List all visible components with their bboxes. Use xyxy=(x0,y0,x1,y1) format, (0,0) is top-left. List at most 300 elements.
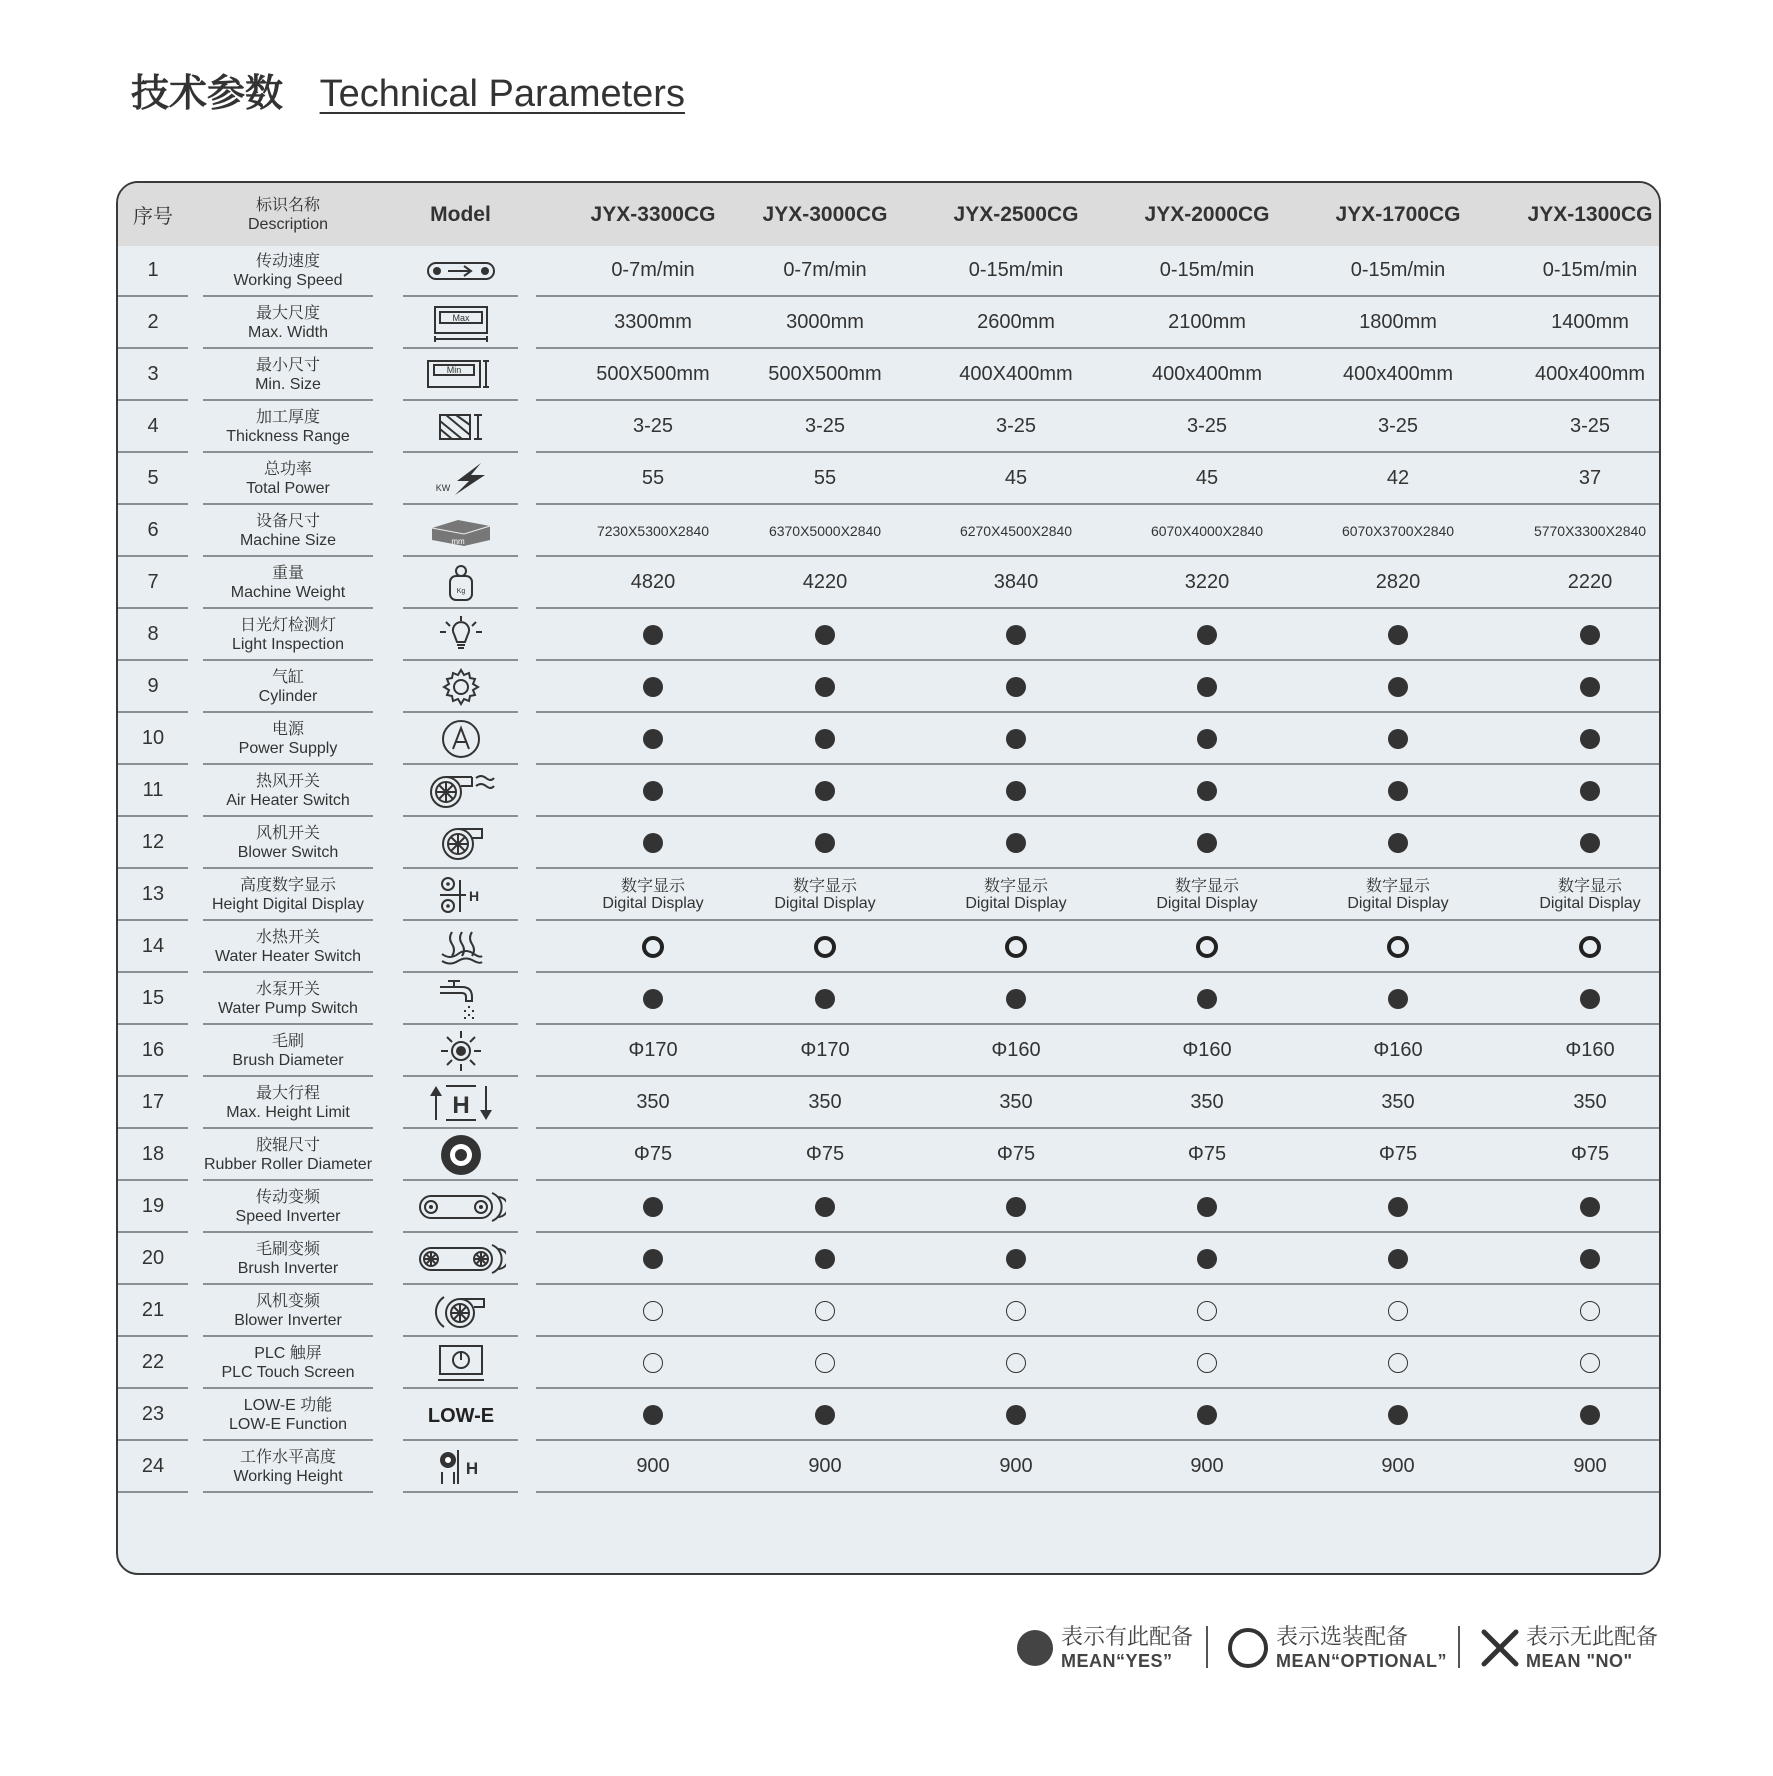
cell-value: 3-25 xyxy=(804,415,846,437)
row-divider xyxy=(118,1127,188,1129)
cell-value: 400x400mm xyxy=(1534,363,1646,385)
yes-mark xyxy=(1117,610,1297,659)
row-divider xyxy=(536,347,1661,349)
row-description xyxy=(188,1130,388,1179)
row-divider xyxy=(118,451,188,453)
row-divider xyxy=(536,867,1661,869)
optional-mark xyxy=(926,1338,1106,1387)
optional-mark xyxy=(1117,1286,1297,1335)
row-number: 7 xyxy=(147,571,159,593)
row-divider xyxy=(203,815,373,817)
cell-value: 42 xyxy=(1386,467,1410,489)
header-model-6: JYX-1300CG xyxy=(1527,202,1653,226)
yes-mark xyxy=(735,714,915,763)
yes-mark xyxy=(1500,974,1661,1023)
optional-mark xyxy=(926,1286,1106,1335)
svg-text:mm: mm xyxy=(450,536,465,546)
cell-value: Φ75 xyxy=(1187,1143,1227,1165)
cell-value: Φ160 xyxy=(1565,1039,1615,1061)
cell-value: 3-25 xyxy=(1377,415,1419,437)
cell-value: 7230X5300X2840 xyxy=(596,522,710,539)
legend-divider xyxy=(1206,1626,1208,1668)
row-desc-zh: 高度数字显示 xyxy=(239,876,336,894)
row-divider xyxy=(203,295,373,297)
row-desc-en: Water Pump Switch xyxy=(218,999,358,1017)
row-description xyxy=(188,1234,388,1283)
table-row xyxy=(118,558,1659,610)
row-desc-zh: 风机开关 xyxy=(255,824,320,842)
row-description xyxy=(188,350,388,399)
yes-mark xyxy=(926,1182,1106,1231)
optional-mark xyxy=(1308,1286,1488,1335)
row-description xyxy=(188,506,388,555)
cross-icon xyxy=(1480,1628,1520,1668)
yes-mark xyxy=(1308,662,1488,711)
blower-inverter-icon xyxy=(393,1286,528,1335)
cell-value: 900 xyxy=(1190,1455,1224,1477)
row-divider xyxy=(536,1283,1661,1285)
row-divider xyxy=(403,295,518,297)
row-divider xyxy=(536,815,1661,817)
row-desc-zh: 气缸 xyxy=(271,668,304,686)
blower-icon xyxy=(393,818,528,867)
row-divider xyxy=(203,919,373,921)
cell-value-zh: 数字显示 xyxy=(620,877,685,895)
cell-value: 350 xyxy=(1381,1091,1415,1113)
row-desc-zh: 传动变频 xyxy=(255,1188,320,1206)
row-divider xyxy=(536,555,1661,557)
row-divider xyxy=(118,867,188,869)
optional-mark xyxy=(1308,922,1488,971)
row-divider xyxy=(403,867,518,869)
row-divider xyxy=(118,1439,188,1441)
yes-mark xyxy=(1500,1390,1661,1439)
row-description xyxy=(188,1026,388,1075)
row-divider xyxy=(118,1075,188,1077)
table-row xyxy=(118,1182,1659,1234)
machine-box-icon xyxy=(393,506,528,555)
height-display-icon xyxy=(393,870,528,919)
cell-value: 900 xyxy=(636,1455,670,1477)
gear-icon xyxy=(393,662,528,711)
yes-mark xyxy=(926,766,1106,815)
row-divider xyxy=(403,1179,518,1181)
cell-value: 350 xyxy=(808,1091,842,1113)
row-desc-en: LOW-E Function xyxy=(229,1415,347,1433)
yes-mark xyxy=(735,662,915,711)
yes-mark xyxy=(1117,974,1297,1023)
row-desc-zh: 传动速度 xyxy=(255,252,320,270)
row-number: 14 xyxy=(141,935,165,957)
yes-mark xyxy=(1308,766,1488,815)
row-divider xyxy=(118,971,188,973)
yes-mark xyxy=(926,610,1106,659)
row-divider xyxy=(118,503,188,505)
cell-value: 350 xyxy=(999,1091,1033,1113)
row-divider xyxy=(118,1491,188,1493)
yes-mark xyxy=(1500,766,1661,815)
row-divider xyxy=(536,1127,1661,1129)
row-desc-en: PLC Touch Screen xyxy=(221,1363,355,1381)
row-divider xyxy=(403,1127,518,1129)
table-row xyxy=(118,610,1659,662)
row-description xyxy=(188,1286,388,1335)
cell-value: 350 xyxy=(1573,1091,1607,1113)
cell-value: 3300mm xyxy=(614,311,692,333)
row-divider xyxy=(403,1023,518,1025)
row-desc-en: Speed Inverter xyxy=(235,1207,341,1225)
cell-value: 3-25 xyxy=(995,415,1037,437)
row-description xyxy=(188,402,388,451)
row-number: 5 xyxy=(147,467,159,489)
yes-mark xyxy=(1500,1182,1661,1231)
yes-mark xyxy=(1117,1390,1297,1439)
conveyor-arrow-icon xyxy=(393,246,528,295)
low-e-icon xyxy=(393,1390,528,1439)
yes-mark xyxy=(926,714,1106,763)
row-desc-en: Min. Size xyxy=(255,375,321,393)
row-divider xyxy=(118,1335,188,1337)
row-divider xyxy=(403,763,518,765)
row-desc-en: Brush Diameter xyxy=(232,1051,344,1069)
cell-value: 350 xyxy=(1190,1091,1224,1113)
row-divider xyxy=(203,659,373,661)
row-desc-zh: 胶辊尺寸 xyxy=(255,1136,320,1154)
light-bulb-icon xyxy=(393,610,528,659)
yes-mark xyxy=(563,662,743,711)
row-divider xyxy=(403,1335,518,1337)
cell-value: 2820 xyxy=(1375,571,1421,593)
row-description xyxy=(188,1182,388,1231)
yes-mark xyxy=(1308,610,1488,659)
row-desc-en: Machine Weight xyxy=(230,583,346,601)
yes-mark xyxy=(1308,1234,1488,1283)
row-divider xyxy=(403,1231,518,1233)
legend-optional-en: MEAN“OPTIONAL” xyxy=(1276,1651,1447,1671)
row-divider xyxy=(203,1491,373,1493)
row-divider xyxy=(118,1283,188,1285)
row-desc-en: Working Height xyxy=(233,1467,343,1485)
legend-no xyxy=(1480,1620,1658,1676)
row-divider xyxy=(203,399,373,401)
row-divider xyxy=(403,815,518,817)
row-divider xyxy=(118,555,188,557)
row-divider xyxy=(403,971,518,973)
row-number: 11 xyxy=(142,779,164,801)
cell-value: 6070X4000X2840 xyxy=(1150,522,1264,539)
row-divider xyxy=(403,1491,518,1493)
row-divider xyxy=(203,867,373,869)
row-description xyxy=(188,1442,388,1491)
cell-value: Φ160 xyxy=(1373,1039,1423,1061)
cell-value: 500X500mm xyxy=(768,363,882,385)
row-number: 8 xyxy=(147,623,159,645)
cell-value: 5770X3300X2840 xyxy=(1533,522,1647,539)
row-divider xyxy=(536,1075,1661,1077)
cell-value: 45 xyxy=(1004,467,1028,489)
row-divider xyxy=(536,659,1661,661)
yes-mark xyxy=(735,1234,915,1283)
height-limit-icon xyxy=(393,1078,528,1127)
cell-value: 3840 xyxy=(993,571,1039,593)
cell-value: 6270X4500X2840 xyxy=(959,522,1073,539)
yes-mark xyxy=(563,1182,743,1231)
row-divider xyxy=(536,1491,1661,1493)
yes-mark xyxy=(563,714,743,763)
cell-value: 400X400mm xyxy=(959,363,1073,385)
row-divider xyxy=(403,347,518,349)
row-desc-zh: 热风开关 xyxy=(255,772,320,790)
cell-value xyxy=(1308,870,1488,919)
table-row xyxy=(118,1442,1659,1494)
cell-value: 45 xyxy=(1195,467,1219,489)
optional-mark xyxy=(735,922,915,971)
cell-value: 0-15m/min xyxy=(1159,259,1255,281)
header-model-3: JYX-2500CG xyxy=(953,202,1079,226)
optional-mark xyxy=(735,1286,915,1335)
cell-value: 900 xyxy=(1573,1455,1607,1477)
row-number: 13 xyxy=(141,883,165,905)
row-divider xyxy=(403,659,518,661)
row-desc-en: Total Power xyxy=(246,479,330,497)
row-desc-zh: 最小尺寸 xyxy=(255,356,320,374)
yes-mark xyxy=(735,818,915,867)
row-divider xyxy=(203,607,373,609)
cell-value: 0-15m/min xyxy=(968,259,1064,281)
cell-value: 900 xyxy=(1381,1455,1415,1477)
cell-value: 4220 xyxy=(802,571,848,593)
row-divider xyxy=(403,711,518,713)
legend-divider xyxy=(1458,1626,1460,1668)
cell-value: 3-25 xyxy=(1569,415,1611,437)
header-no: 序号 xyxy=(133,206,173,228)
cell-value-en: Digital Display xyxy=(1539,894,1641,912)
page-title-en: Technical Parameters xyxy=(319,73,685,115)
row-number: 6 xyxy=(147,519,159,541)
row-divider xyxy=(203,1127,373,1129)
table-row xyxy=(118,454,1659,506)
yes-mark xyxy=(926,662,1106,711)
row-desc-zh: PLC 触屏 xyxy=(254,1344,322,1362)
svg-text:Max: Max xyxy=(451,312,470,323)
row-number: 15 xyxy=(141,987,165,1009)
row-divider xyxy=(536,1023,1661,1025)
row-divider xyxy=(403,607,518,609)
row-desc-zh: 重量 xyxy=(271,564,304,582)
cell-value: 0-7m/min xyxy=(611,259,695,281)
cell-value: 6370X5000X2840 xyxy=(768,522,882,539)
table-row xyxy=(118,402,1659,454)
row-divider xyxy=(536,1179,1661,1181)
yes-mark xyxy=(735,974,915,1023)
cell-value: 400x400mm xyxy=(1151,363,1263,385)
row-divider xyxy=(403,399,518,401)
yes-mark xyxy=(563,818,743,867)
header-description xyxy=(188,183,388,246)
yes-mark xyxy=(1308,1390,1488,1439)
row-divider xyxy=(536,1335,1661,1337)
cell-value: 500X500mm xyxy=(596,363,710,385)
row-description xyxy=(188,662,388,711)
row-divider xyxy=(203,1335,373,1337)
yes-mark xyxy=(926,974,1106,1023)
cell-value-zh: 数字显示 xyxy=(792,877,857,895)
cell-value-en: Digital Display xyxy=(1156,894,1258,912)
yes-mark xyxy=(1308,818,1488,867)
brush-icon xyxy=(393,1026,528,1075)
cell-value: 2220 xyxy=(1567,571,1613,593)
row-divider xyxy=(536,1387,1661,1389)
row-number: 12 xyxy=(141,831,165,853)
row-number: 16 xyxy=(141,1039,165,1061)
row-number: 23 xyxy=(141,1403,165,1425)
row-description xyxy=(188,1078,388,1127)
row-desc-zh: 电源 xyxy=(271,720,304,738)
cell-value: 2100mm xyxy=(1168,311,1246,333)
svg-text:Kg: Kg xyxy=(456,587,465,595)
optional-mark xyxy=(1500,1338,1661,1387)
row-divider xyxy=(403,1387,518,1389)
water-tap-icon xyxy=(393,974,528,1023)
row-desc-en: Working Speed xyxy=(233,271,343,289)
row-description xyxy=(188,298,388,347)
row-divider xyxy=(536,1439,1661,1441)
yes-mark xyxy=(1500,714,1661,763)
table-row xyxy=(118,662,1659,714)
page-title-zh: 技术参数 xyxy=(131,73,284,115)
table-row xyxy=(118,1234,1659,1286)
row-desc-en: Brush Inverter xyxy=(237,1259,339,1277)
cell-value: 3-25 xyxy=(632,415,674,437)
row-divider xyxy=(536,711,1661,713)
row-divider xyxy=(203,1179,373,1181)
row-divider xyxy=(118,815,188,817)
row-description xyxy=(188,246,388,295)
thickness-icon xyxy=(393,402,528,451)
optional-mark xyxy=(563,1286,743,1335)
cell-value-zh: 数字显示 xyxy=(983,877,1048,895)
cell-value xyxy=(926,870,1106,919)
row-divider xyxy=(203,1387,373,1389)
row-desc-zh: 水热开关 xyxy=(255,928,320,946)
yes-mark xyxy=(735,766,915,815)
row-divider xyxy=(118,347,188,349)
yes-mark xyxy=(735,1390,915,1439)
working-height-icon xyxy=(393,1442,528,1491)
row-number: 18 xyxy=(141,1143,165,1165)
row-divider xyxy=(203,1439,373,1441)
row-divider xyxy=(403,919,518,921)
svg-text:Min: Min xyxy=(446,364,461,375)
table-row xyxy=(118,1026,1659,1078)
yes-mark xyxy=(1117,818,1297,867)
row-divider xyxy=(536,1231,1661,1233)
brush-inverter-icon xyxy=(393,1234,528,1283)
cell-value: Φ160 xyxy=(991,1039,1041,1061)
row-divider xyxy=(118,763,188,765)
row-desc-zh: 毛刷 xyxy=(271,1032,304,1050)
row-desc-zh: 日光灯检测灯 xyxy=(239,616,336,634)
row-number: 9 xyxy=(147,675,159,697)
cell-value: 400x400mm xyxy=(1342,363,1454,385)
svg-text:LOW-E: LOW-E xyxy=(427,1404,494,1427)
max-width-icon xyxy=(393,298,528,347)
cell-value: 1400mm xyxy=(1551,311,1629,333)
optional-mark xyxy=(1308,1338,1488,1387)
row-divider xyxy=(118,295,188,297)
optional-mark xyxy=(1117,922,1297,971)
row-divider xyxy=(403,1283,518,1285)
row-divider xyxy=(118,659,188,661)
row-number: 17 xyxy=(141,1091,165,1113)
cell-value xyxy=(1500,870,1661,919)
cell-value-zh: 数字显示 xyxy=(1365,877,1430,895)
row-desc-en: Height Digital Display xyxy=(211,895,365,913)
header-model-1: JYX-3300CG xyxy=(590,202,716,226)
row-divider xyxy=(403,555,518,557)
cell-value: 55 xyxy=(641,467,665,489)
yes-mark xyxy=(1117,1182,1297,1231)
row-number: 4 xyxy=(147,415,159,437)
cell-value: Φ75 xyxy=(633,1143,673,1165)
cell-value: 1800mm xyxy=(1359,311,1437,333)
cell-value: 3220 xyxy=(1184,571,1230,593)
table-row xyxy=(118,1130,1659,1182)
cell-value: Φ160 xyxy=(1182,1039,1232,1061)
row-desc-zh: 毛刷变频 xyxy=(255,1240,320,1258)
header-desc-en: Description xyxy=(247,215,329,233)
cell-value-en: Digital Display xyxy=(1347,894,1449,912)
table-row xyxy=(118,870,1659,922)
cell-value-en: Digital Display xyxy=(774,894,876,912)
row-description xyxy=(188,558,388,607)
yes-mark xyxy=(1117,714,1297,763)
row-divider xyxy=(203,763,373,765)
optional-mark xyxy=(563,922,743,971)
row-description xyxy=(188,766,388,815)
yes-mark xyxy=(926,818,1106,867)
yes-mark xyxy=(735,610,915,659)
yes-mark xyxy=(1500,662,1661,711)
header-model-5: JYX-1700CG xyxy=(1335,202,1461,226)
row-divider xyxy=(203,451,373,453)
optional-mark xyxy=(1500,1286,1661,1335)
speed-inverter-icon xyxy=(393,1182,528,1231)
row-divider xyxy=(118,607,188,609)
yes-mark xyxy=(1117,662,1297,711)
air-heater-icon xyxy=(393,766,528,815)
row-desc-en: Blower Inverter xyxy=(234,1311,342,1329)
row-number: 10 xyxy=(141,727,165,749)
table-row xyxy=(118,1338,1659,1390)
row-divider xyxy=(118,1023,188,1025)
row-description xyxy=(188,454,388,503)
row-divider xyxy=(403,1439,518,1441)
yes-mark xyxy=(563,766,743,815)
optional-mark xyxy=(735,1338,915,1387)
row-divider xyxy=(536,399,1661,401)
weight-icon xyxy=(393,558,528,607)
cell-value: Φ170 xyxy=(628,1039,678,1061)
row-number: 2 xyxy=(147,311,159,333)
cell-value xyxy=(1117,870,1297,919)
ampere-icon xyxy=(393,714,528,763)
yes-mark xyxy=(1500,610,1661,659)
cell-value: 0-15m/min xyxy=(1542,259,1638,281)
row-description xyxy=(188,974,388,1023)
cell-value: 3000mm xyxy=(786,311,864,333)
row-divider xyxy=(203,555,373,557)
